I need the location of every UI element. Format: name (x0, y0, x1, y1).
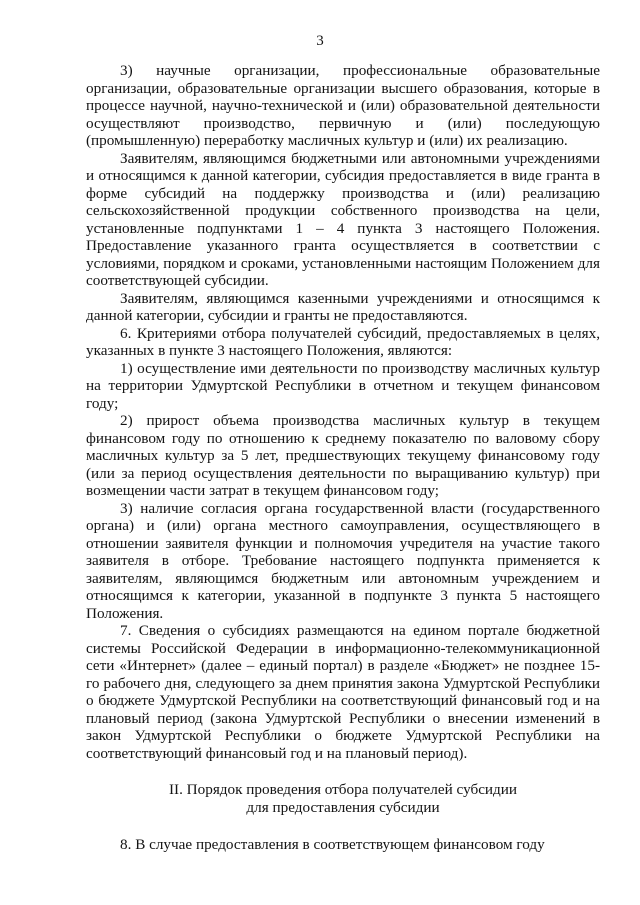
paragraph-item-3-orgs: 3) научные организации, профессиональные образовательные организации, образовательные организации высшего образования, которые в процессе научной, научно-технической и (или) образовательной деятельности осуществляют производство, первичную и (или) последующую (промышленную) переработку масличных культур и (или) их реализацию. (86, 62, 600, 149)
paragraph-6-criteria: 6. Критериями отбора получателей субсидий, предоставляемых в целях, указанных в пункте 3 настоящего Положения, являются: (86, 324, 600, 359)
paragraph-budget-grant: Заявителям, являющимся бюджетными или автономными учреждениями и относящимся к данной категории, субсидия предоставляется в виде гранта в форме субсидий на поддержку производства и (или) реализацию сельскохозяйственной продукции собственного производства на цели, установленные подпунктами 1 – 4 пункта 3 настоящего Положения. Предоставление указанного гранта осуществляется в соответствии с условиями, порядком и сроками, установленными настоящим Положением для соответствующей субсидии. (86, 149, 600, 289)
section-heading-line-1: II. Порядок проведения отбора получателей субсидии (168, 781, 518, 798)
paragraph-criterion-1: 1) осуществление ими деятельности по производству масличных культур на территории Удмуртской Республики в отчетном и текущем финансовом году; (86, 359, 600, 412)
paragraph-criterion-3: 3) наличие согласия органа государственной власти (государственного органа) и (или) органа местного самоуправления, осуществляющего в отношении заявителя функции и полномочия учредителя на участие такого заявителя в отборе. Требование настоящего подпункта применяется к заявителям, являющимся бюджетным или автономным учреждением и относящимся к категории, указанной в подпункте 3 пункта 5 настоящего Положения. (86, 499, 600, 622)
paragraph-7-portal: 7. Сведения о субсидиях размещаются на едином портале бюджетной системы Российской Федерации в информационно-телекоммуникационной сети «Интернет» (далее – единый портал) в разделе «Бюджет» не позднее 15-го рабочего дня, следующего за днем принятия закона Удмуртской Республики о бюджете Удмуртской Республики на соответствующий финансовый год и на плановый период (закона Удмуртской Республики о внесении изменений в закон Удмуртской Республики о бюджете Удмуртской Республики на соответствующий финансовый год и на плановый период). (86, 622, 600, 762)
section-heading-line-2: для предоставления субсидии (246, 798, 440, 816)
section-heading (86, 781, 600, 816)
document-body (86, 62, 600, 854)
page-number: 3 (316, 33, 324, 49)
paragraph-criterion-2: 2) прирост объема производства масличных культур в текущем финансовом году по отношению к среднему показателю по валовому сбору масличных культур за 5 лет, предшествующих текущему финансовому году (или за период осуществления деятельности по выращиванию культур) при возмещении части затрат в текущем финансовом году; (86, 412, 600, 499)
paragraph-8: 8. В случае предоставления в соответствующем финансовом году (120, 836, 545, 853)
paragraph-treasury-institutions: Заявителям, являющимся казенными учреждениями и относящимся к данной категории, субсидии и гранты не предоставляются. (86, 289, 600, 324)
